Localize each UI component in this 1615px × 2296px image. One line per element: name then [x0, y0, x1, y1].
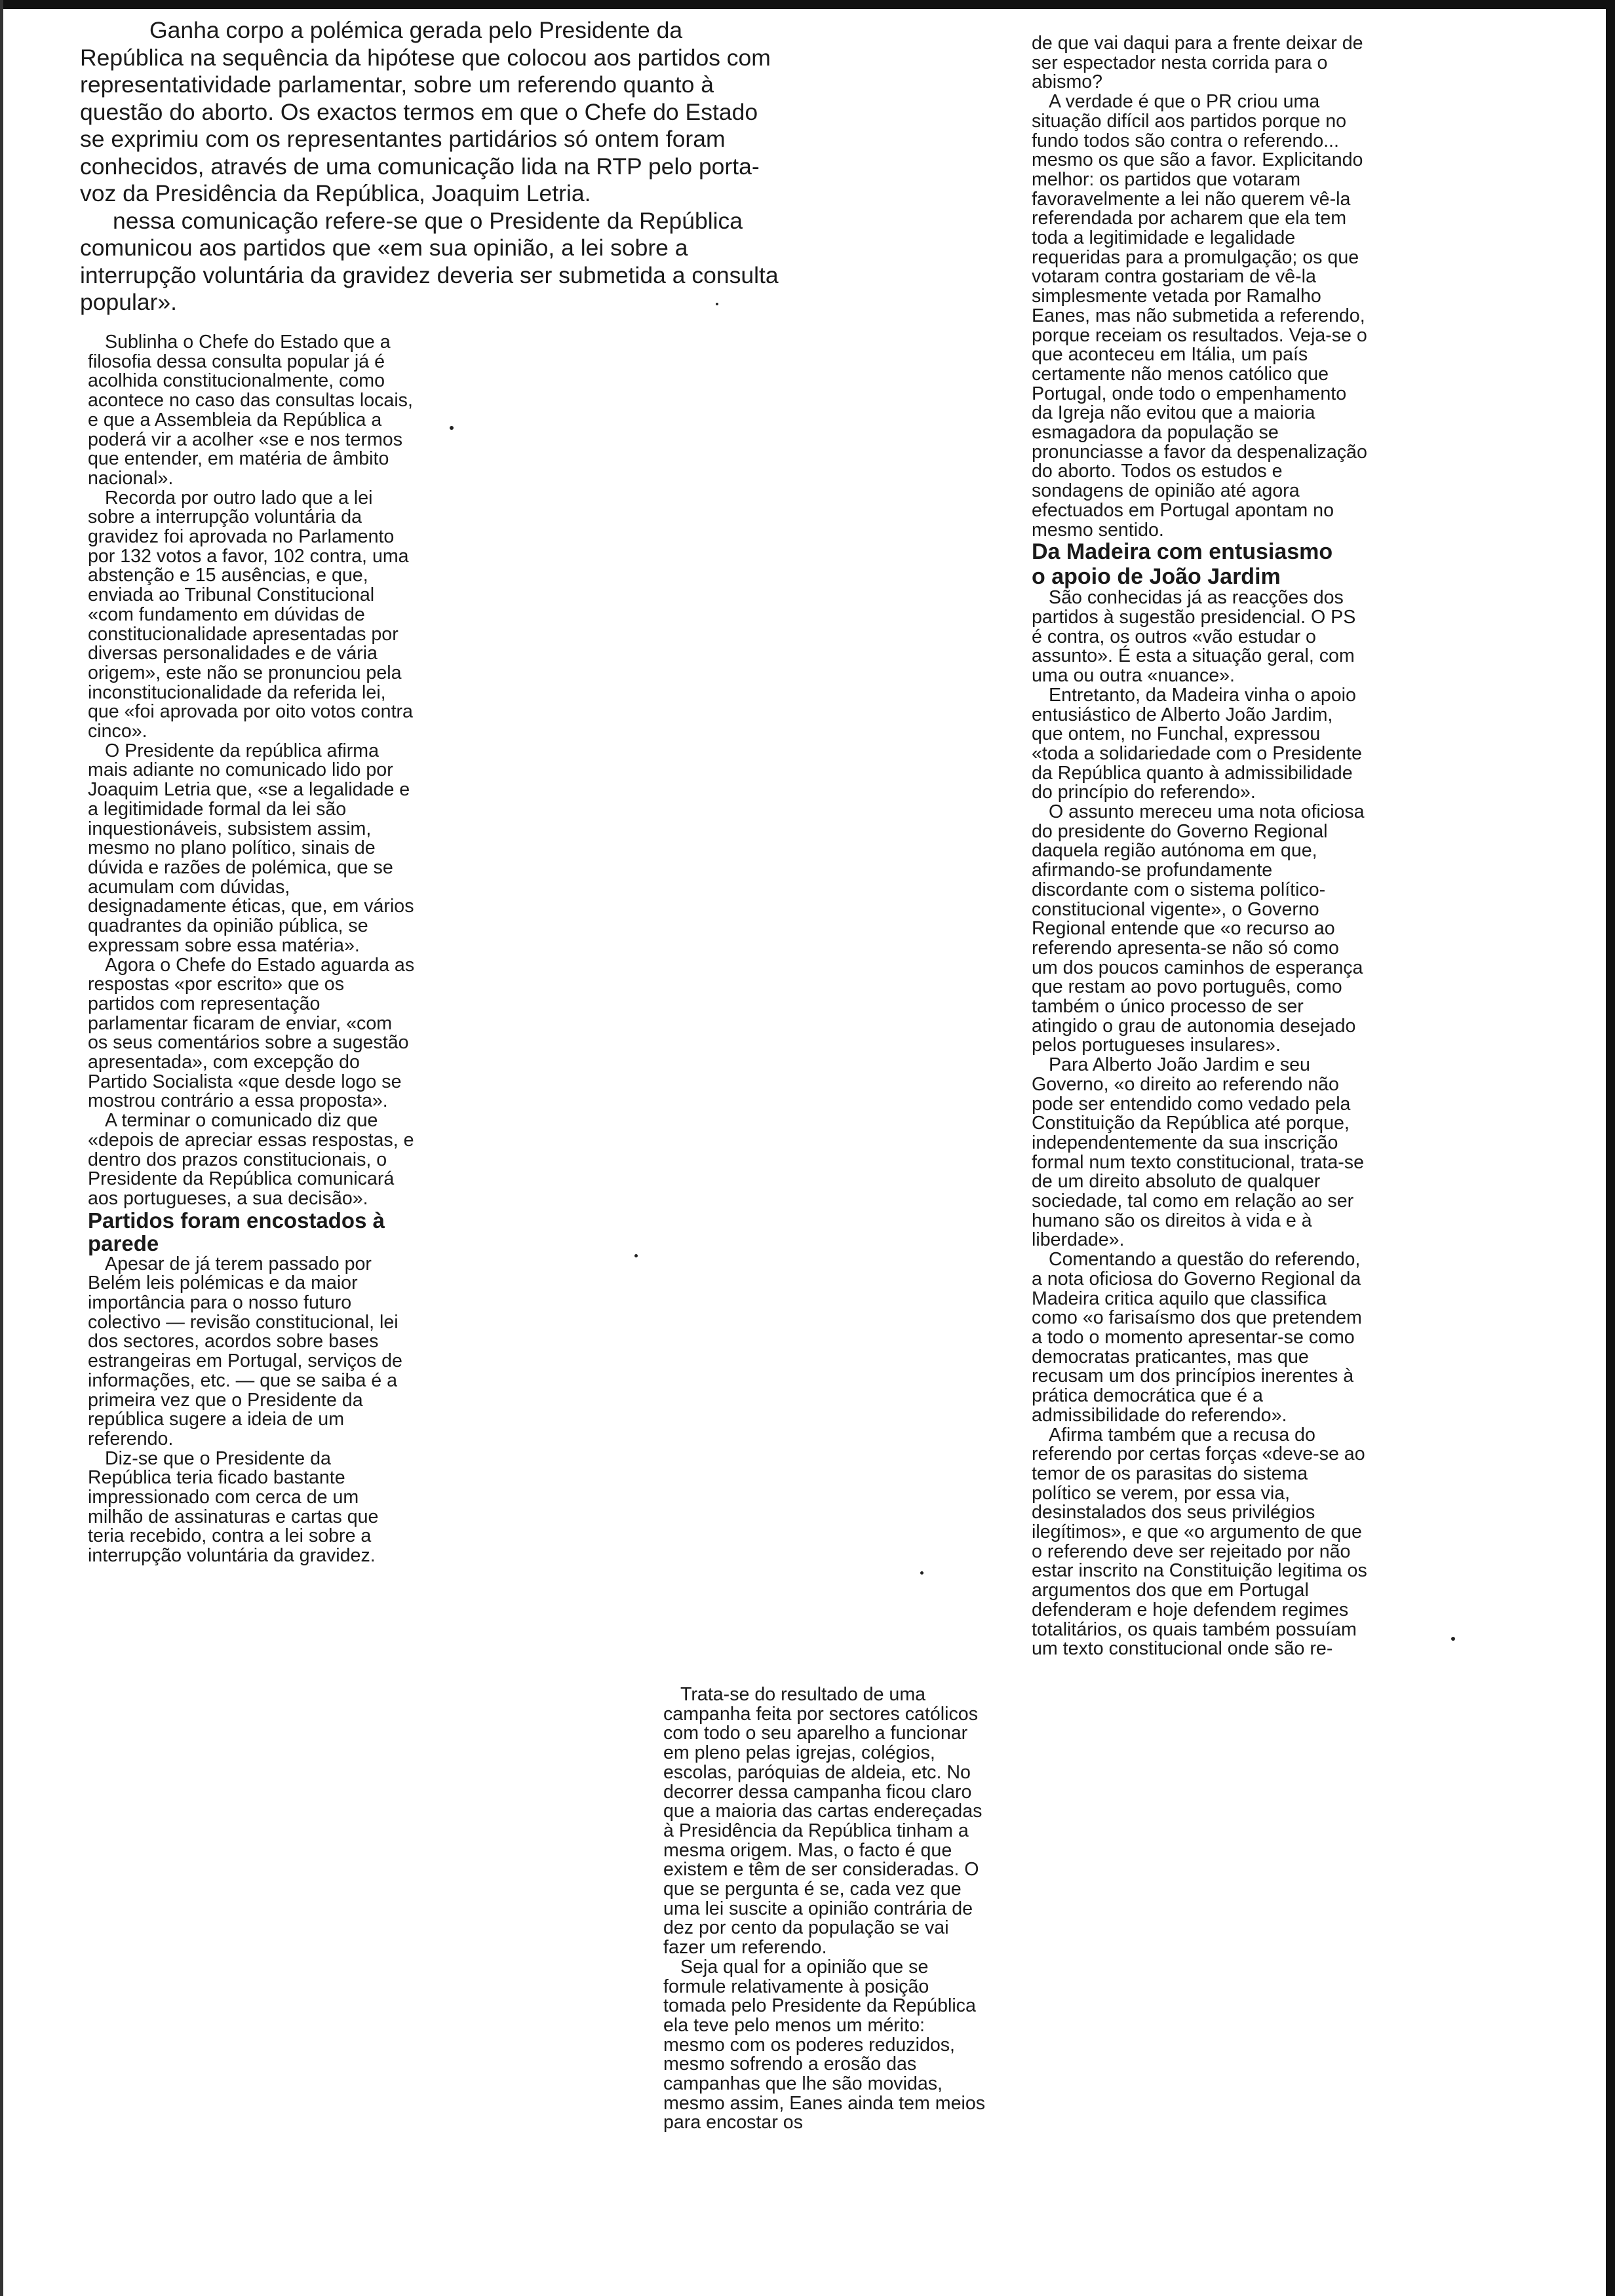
- column-paragraph: Recorda por outro lado que a lei sobre a interrupção voluntária da gravidez foi aprovada no Parlamento por 132 votos a favor, 102 contra, uma abstenção e 15 ausências, e que, enviada ao Tribunal Constitucional «com fundamento em dúvidas de constitucionalidade apresentadas por diversas personalidades e de vária origem», este não se pronunciou pela inconstitucionalidade da referida lei, que «foi aprovada por oito votos contra cinco».: [88, 487, 413, 742]
- column-paragraph: O assunto mereceu uma nota oficiosa do presidente do Governo Regional daquela região autónoma em que, afirmando-se profundamente discordante com o sistema político-constitucional vigente», o Governo Regional entende que «o recurso ao referendo apresenta-se não só como um dos poucos caminhos de esperança que restam ao povo português, como também o único processo de ser atingido o grau de autonomia desejado pelos portugueses insulares».: [1032, 801, 1365, 1056]
- scan-border-left: [0, 0, 3, 2296]
- column-paragraph: Comentando a questão do referendo, a nota oficiosa do Governo Regional da Madeira critica aquilo que classifica como «o farisaísmo dos que pretendem a todo o momento apresentar-se como democratas praticantes, mas que recusam um dos princípios inerentes à prática democrática que é a admissibilidade do referendo».: [1032, 1249, 1362, 1426]
- section-heading: Partidos foram encostados à parede: [88, 1208, 385, 1255]
- scan-speck: [1451, 1637, 1455, 1641]
- scan-border-right: [1606, 0, 1615, 2296]
- section-heading: Da Madeira com entusiasmo: [1032, 539, 1333, 565]
- column-paragraph: O Presidente da república afirma mais adiante no comunicado lido por Joaquim Letria que, «se a legalidade e a legitimidade formal da lei são inquestionáveis, subsistem assim, mesmo no plano político, sinais de dúvida e razões de polémica, que se acumulam com dúvidas, designadamente éticas, que, em vários quadrantes da opinião pública, se expressam sobre essa matéria».: [88, 740, 414, 956]
- column-paragraph: Para Alberto João Jardim e seu Governo, «o direito ao referendo não pode ser entendido como vedado pela Constituição da República até porque, independentemente da sua inscrição formal num texto constitucional, trata-se de um direito absoluto de qualquer sociedade, tal como em relação ao ser humano são os direitos à vida e à liberdade».: [1032, 1054, 1364, 1251]
- lead-paragraph: nessa comunicação refere-se que o Presidente da República comunicou aos partidos que «em sua opinião, a lei sobre a interrupção voluntária da gravidez deveria ser submetida a consulta popular».: [80, 207, 779, 315]
- column-paragraph: de que vai daqui para a frente deixar de ser espectador nesta corrida para o abismo?: [1032, 33, 1363, 93]
- column-paragraph: Entretanto, da Madeira vinha o apoio entusiástico de Alberto João Jardim, que ontem, no Funchal, expressou «toda a solidariedade com o Presidente da República quanto à admissibilidade do princípio do referendo».: [1032, 684, 1362, 803]
- scan-speck: [920, 1571, 924, 1575]
- column-paragraph: Trata-se do resultado de uma campanha feita por sectores católicos com todo o seu aparelho a funcionar em pleno pelas igrejas, colégios, escolas, paróquias de aldeia, etc. No decorrer dessa campanha ficou claro que a maioria das cartas endereçadas à Presidência da República tinham a mesma origem. Mas, o facto é que existem e têm de ser consideradas. O que se pergunta é se, cada vez que uma lei suscite a opinião contrária de dez por cento da população se vai fazer um referendo.: [663, 1684, 983, 1959]
- scan-speck: [634, 1254, 638, 1257]
- column-paragraph: Sublinha o Chefe do Estado que a filosofia dessa consulta popular já é acolhida constitucionalmente, como acontece no caso das consultas locais, e que a Assembleia da República a poderá vir a acolher «se e nos termos que entender, em matéria de âmbito nacional».: [88, 332, 413, 489]
- scan-border-top: [0, 0, 1615, 9]
- column-paragraph: Afirma também que a recusa do referendo por certas forças «deve-se ao temor de os parasitas do sistema político se verem, por essa via, desinstalados dos seus privilégios ilegítimos», e que «o argumento de que o referendo deve ser rejeitado por não estar inscrito na Constituição legitima os argumentos dos que em Portugal defenderam e hoje defendem regimes totalitários, os quais também possuíam um texto constitucional onde são re-: [1032, 1424, 1367, 1660]
- section-heading-line-2: o apoio de João Jardim: [1032, 564, 1281, 590]
- column-paragraph: Agora o Chefe do Estado aguarda as respostas «por escrito» que os partidos com representação parlamentar ficaram de enviar, «com os seus comentários sobre a sugestão apresentada», com excepção do Partido Socialista «que desde logo se mostrou contrário a essa proposta».: [88, 954, 415, 1112]
- scan-speck: [450, 426, 454, 430]
- column-paragraph: Diz-se que o Presidente da República teria ficado bastante impressionado com cerca de um milhão de assinaturas e cartas que teria recebido, contra a lei sobre a interrupção voluntária da gravidez.: [88, 1447, 379, 1567]
- lead-paragraph: Ganha corpo a polémica gerada pelo Presidente da República na sequência da hipótese que colocou aos partidos com representatividade parlamentar, sobre um referendo quanto à questão do aborto. Os exactos termos em que o Chefe do Estado se exprimiu com os representantes partidários só ontem foram conhecidos, através de uma comunicação lida na RTP pelo porta-voz da Presidência da República, Joaquim Letria.: [80, 17, 771, 206]
- column-paragraph: Apesar de já terem passado por Belém leis polémicas e da maior importância para o nosso futuro colectivo — revisão constitucional, lei dos sectores, acordos sobre bases estrangeiras em Portugal, serviços de informações, etc. — que se saiba é a primeira vez que o Presidente da república sugere a ideia de um referendo.: [88, 1253, 402, 1449]
- scan-speck: [716, 303, 718, 305]
- article-column-2: [663, 1685, 990, 2133]
- article-column-1: [88, 333, 416, 1566]
- column-paragraph: A terminar o comunicado diz que «depois de apreciar essas respostas, e dentro dos prazos constitucionais, o Presidente da República comunicará aos portugueses, a sua decisão».: [88, 1110, 414, 1209]
- column-paragraph: São conhecidas já as reacções dos partidos à sugestão presidencial. O PS é contra, os outros «vão estudar o assunto». É esta a situação geral, com uma ou outra «nuance».: [1032, 587, 1356, 687]
- column-paragraph: Seja qual for a opinião que se formule relativamente à posição tomada pelo Presidente da República ela teve pelo menos um mérito: mesmo com os poderes reduzidos, mesmo sofrendo a erosão das campanhas que lhe são movidas, mesmo assim, Eanes ainda tem meios para encostar os: [663, 1956, 986, 2133]
- article-column-3: [1032, 34, 1367, 1659]
- column-paragraph: A verdade é que o PR criou uma situação difícil aos partidos porque no fundo todos são contra o referendo... mesmo os que são a favor. Explicitando melhor: os partidos que votaram favoravelmente a lei não querem vê-la referendada por acharem que ela tem toda a legitimidade e legalidade requeridas para a promulgação; os que votaram contra gostariam de vê-la simplesmente vetada por Ramalho Eanes, mas não submetida a referendo, porque receiam os resultados. Veja-se o que aconteceu em Itália, um país certamente não menos católico que Portugal, onde todo o empenhamento da Igreja não evitou que a maioria esmagadora da população se pronunciasse a favor da despenalização do aborto. Todos os estudos e sondagens de opinião até agora efectuados em Portugal apontam no mesmo sentido.: [1032, 91, 1367, 541]
- lead-text: [80, 17, 783, 316]
